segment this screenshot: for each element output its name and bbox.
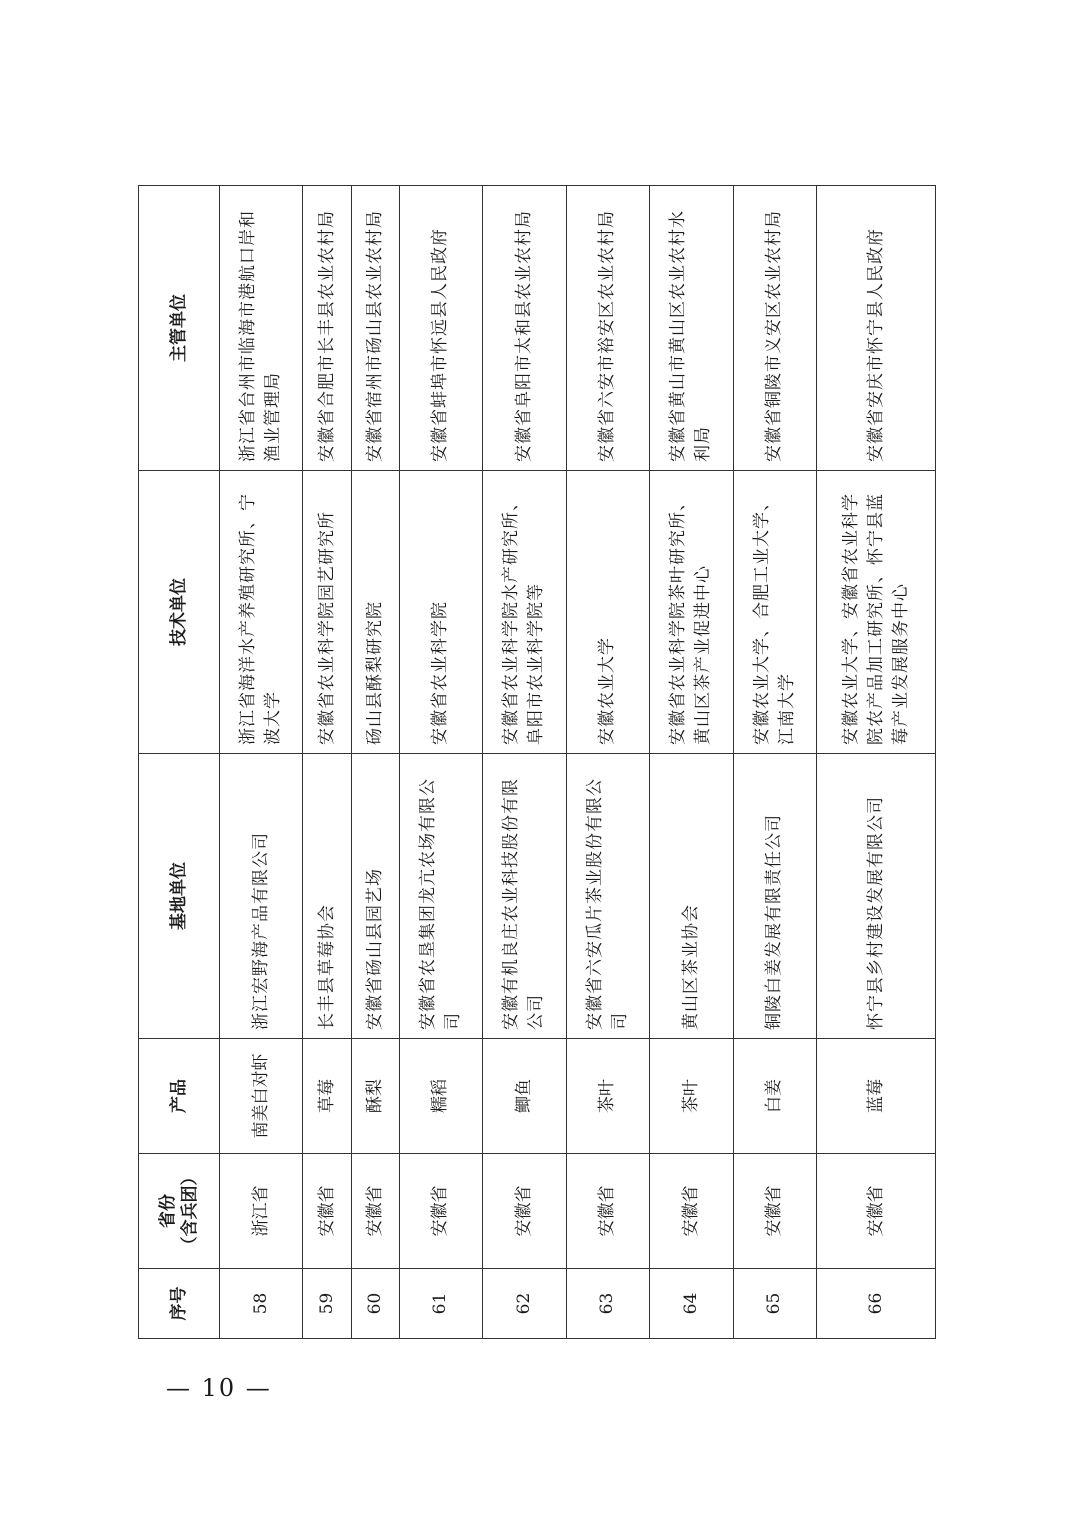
cell-base-unit: 安徽省六安瓜片茶业股份有限公司 <box>566 754 649 1039</box>
cell-product: 糯稻 <box>399 1039 482 1154</box>
cell-tech-unit: 安徽省农业科学院 <box>399 471 482 754</box>
cell-tech-unit: 砀山县酥梨研究院 <box>351 471 399 754</box>
cell-base-unit: 长丰县草莓协会 <box>303 754 351 1039</box>
cell-base-unit: 铜陵白姜发展有限责任公司 <box>733 754 816 1039</box>
cell-admin-unit: 浙江省台州市临海市港航口岸和渔业管理局 <box>220 186 303 471</box>
cell-admin-unit: 安徽省合肥市长丰县农业农村局 <box>303 186 351 471</box>
cell-seq: 61 <box>399 1269 482 1339</box>
cell-base-unit: 浙江宏野海产品有限公司 <box>220 754 303 1039</box>
cell-product: 茶叶 <box>566 1039 649 1154</box>
header-admin-unit: 主管单位 <box>139 186 220 471</box>
cell-province: 安徽省 <box>351 1154 399 1269</box>
cell-base-unit: 安徽有机良庄农业科技股份有限公司 <box>483 754 566 1039</box>
cell-product: 南美白对虾 <box>220 1039 303 1154</box>
cell-seq: 60 <box>351 1269 399 1339</box>
cell-tech-unit: 安徽农业大学 <box>566 471 649 754</box>
cell-province: 安徽省 <box>483 1154 566 1269</box>
cell-base-unit: 安徽省砀山县园艺场 <box>351 754 399 1039</box>
table-row <box>817 186 936 1339</box>
cell-tech-unit: 安徽农业大学、安徽省农业科学院农产品加工研究所、怀宁县蓝莓产业发展服务中心 <box>817 471 936 754</box>
cell-province: 安徽省 <box>817 1154 936 1269</box>
table-header-row <box>139 186 220 1339</box>
table-row <box>650 186 733 1339</box>
cell-tech-unit: 安徽省农业科学院园艺研究所 <box>303 471 351 754</box>
cell-seq: 65 <box>733 1269 816 1339</box>
cell-tech-unit: 浙江省海洋水产养殖研究所、宁波大学 <box>220 471 303 754</box>
table-row <box>483 186 566 1339</box>
cell-tech-unit: 安徽省农业科学院茶叶研究所、黄山区茶产业促进中心 <box>650 471 733 754</box>
header-seq: 序号 <box>139 1269 220 1339</box>
cell-product: 茶叶 <box>650 1039 733 1154</box>
cell-province: 安徽省 <box>399 1154 482 1269</box>
cell-admin-unit: 安徽省六安市裕安区农业农村局 <box>566 186 649 471</box>
cell-seq: 58 <box>220 1269 303 1339</box>
cell-seq: 64 <box>650 1269 733 1339</box>
table-rotator <box>138 186 936 1339</box>
cell-province: 安徽省 <box>566 1154 649 1269</box>
cell-admin-unit: 安徽省黄山市黄山区农业农村水利局 <box>650 186 733 471</box>
header-province <box>139 1154 220 1269</box>
table-body <box>220 186 936 1339</box>
header-province-line1: 省份 <box>158 1194 178 1228</box>
table-row <box>566 186 649 1339</box>
cell-product: 鲫鱼 <box>483 1039 566 1154</box>
cell-admin-unit: 安徽省蚌埠市怀远县人民政府 <box>399 186 482 471</box>
cell-product: 蓝莓 <box>817 1039 936 1154</box>
base-list-table <box>138 185 936 1339</box>
cell-seq: 62 <box>483 1269 566 1339</box>
cell-seq: 59 <box>303 1269 351 1339</box>
cell-admin-unit: 安徽省安庆市怀宁县人民政府 <box>817 186 936 471</box>
header-product: 产品 <box>139 1039 220 1154</box>
table-row <box>399 186 482 1339</box>
cell-product: 白姜 <box>733 1039 816 1154</box>
table-row <box>351 186 399 1339</box>
header-tech-unit: 技术单位 <box>139 471 220 754</box>
cell-province: 安徽省 <box>650 1154 733 1269</box>
cell-admin-unit: 安徽省铜陵市义安区农业农村局 <box>733 186 816 471</box>
cell-product: 酥梨 <box>351 1039 399 1154</box>
page-number: — 10 — <box>166 1374 272 1402</box>
cell-product: 草莓 <box>303 1039 351 1154</box>
header-province-line2: （含兵团） <box>180 1168 200 1254</box>
table-row <box>303 186 351 1339</box>
cell-tech-unit: 安徽农业大学、合肥工业大学、江南大学 <box>733 471 816 754</box>
rotated-table-container <box>138 186 936 1339</box>
cell-province: 安徽省 <box>733 1154 816 1269</box>
cell-admin-unit: 安徽省阜阳市太和县农业农村局 <box>483 186 566 471</box>
cell-admin-unit: 安徽省宿州市砀山县农业农村局 <box>351 186 399 471</box>
cell-province: 浙江省 <box>220 1154 303 1269</box>
table-row <box>220 186 303 1339</box>
cell-base-unit: 黄山区茶业协会 <box>650 754 733 1039</box>
cell-province: 安徽省 <box>303 1154 351 1269</box>
table-row <box>733 186 816 1339</box>
cell-tech-unit: 安徽省农业科学院水产研究所、阜阳市农业科学院等 <box>483 471 566 754</box>
cell-seq: 63 <box>566 1269 649 1339</box>
cell-seq: 66 <box>817 1269 936 1339</box>
cell-base-unit: 安徽省农垦集团龙亢农场有限公司 <box>399 754 482 1039</box>
cell-base-unit: 怀宁县乡村建设发展有限公司 <box>817 754 936 1039</box>
header-base-unit: 基地单位 <box>139 754 220 1039</box>
